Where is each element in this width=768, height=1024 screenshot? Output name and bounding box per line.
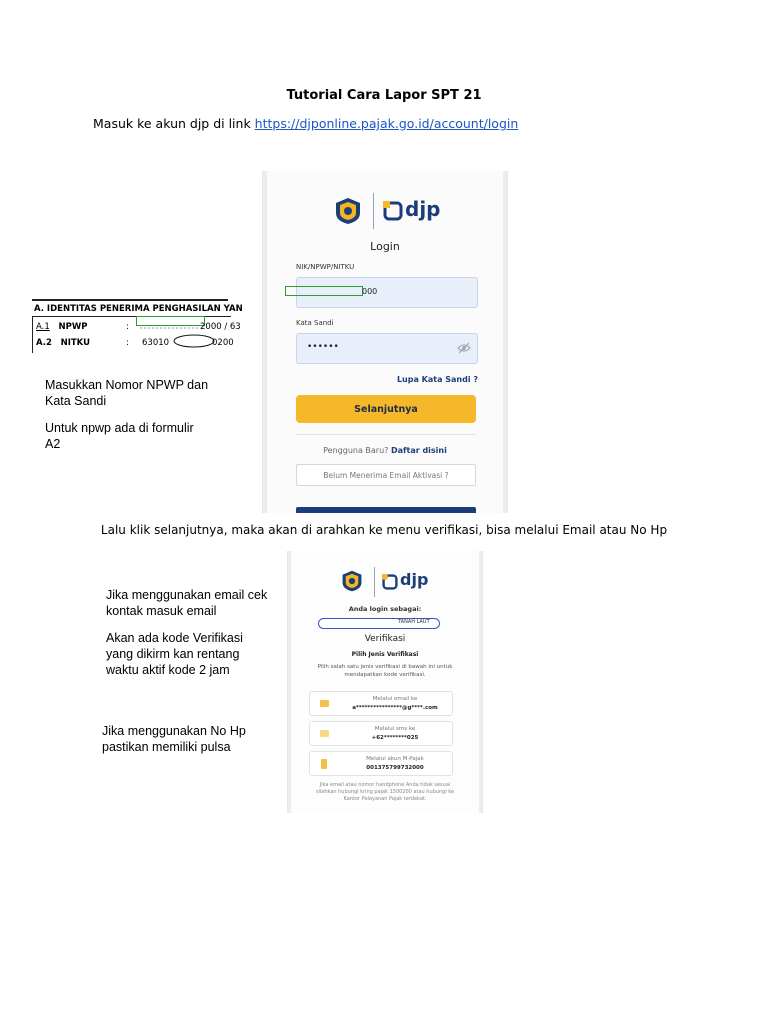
- id-redaction-box: [285, 286, 365, 298]
- option-label: Melalui akun M-Pajak: [366, 756, 424, 762]
- verification-description: Pilih salah satu jenis verifikasi di bawah ini untuk mendapatkan kode verifikasi.: [317, 664, 453, 678]
- activation-email-button[interactable]: Belum Menerima Email Aktivasi ?: [296, 464, 476, 486]
- id-field[interactable]: [296, 277, 478, 308]
- login-title: Login: [370, 240, 400, 253]
- note-line: Untuk npwp ada di formulir: [45, 421, 194, 435]
- form-row-nitku: [36, 338, 90, 348]
- row-colon: :: [126, 338, 129, 348]
- forgot-password-link[interactable]: Lupa Kata Sandi ?: [396, 375, 478, 384]
- mobile-icon: [321, 759, 327, 769]
- form-heading: A. IDENTITAS PENERIMA PENGHASILAN YAN: [34, 304, 243, 314]
- verify-via-mpajak-option[interactable]: [309, 751, 453, 776]
- hide-password-icon[interactable]: [457, 342, 471, 354]
- logo-divider: [373, 193, 374, 229]
- npwp-value: 2000 / 63: [200, 322, 241, 332]
- note-line: Akan ada kode Verifikasi: [106, 631, 243, 645]
- verification-footer-note: Jika email atau nomor handphone Anda tidak sesuai silahkan hubungi kring pajak 1500200 atau hubungi ke Kantor Pelayanan Pajak terdekat.: [315, 782, 455, 802]
- password-field[interactable]: [296, 333, 478, 364]
- password-value: ••••••: [307, 342, 339, 352]
- note-form-a2: [45, 420, 194, 452]
- row-label: NPWP: [58, 322, 88, 332]
- account-name-suffix: TANAH LAUT: [398, 619, 430, 625]
- bottom-button-edge: [296, 507, 476, 513]
- djp-brand-text: djp: [405, 197, 441, 221]
- step2-text: Lalu klik selanjutnya, maka akan di arahkan ke menu verifikasi, bisa melalui Email atau No Hp: [100, 523, 668, 537]
- document-title: Tutorial Cara Lapor SPT 21: [286, 88, 482, 103]
- note-line: pastikan memiliki pulsa: [102, 740, 231, 754]
- register-link[interactable]: Daftar disini: [390, 446, 447, 455]
- note-email: [106, 587, 267, 619]
- note-npwp: [45, 377, 208, 409]
- option-label: Melalui email ke: [372, 696, 418, 702]
- note-line: Jika menggunakan No Hp: [102, 724, 246, 738]
- verification-screenshot: [287, 551, 483, 813]
- id-field-label: NIK/NPWP/NITKU: [296, 263, 355, 271]
- note-line: A2: [45, 437, 61, 451]
- djp-mark-icon: [382, 574, 398, 590]
- row-label: NITKU: [60, 338, 91, 348]
- id-field-value: 000: [362, 287, 378, 296]
- sms-icon: [320, 730, 329, 737]
- verify-via-email-option[interactable]: [309, 691, 453, 716]
- new-user-text: Pengguna Baru?: [323, 446, 389, 455]
- row-colon: :: [126, 322, 129, 332]
- row-code: A.1: [36, 322, 50, 332]
- nitku-redaction-ellipse: [172, 334, 216, 350]
- verification-title: Verifikasi: [364, 634, 406, 644]
- divider: [296, 434, 476, 435]
- password-field-label: Kata Sandi: [296, 319, 334, 327]
- note-phone: [102, 723, 246, 755]
- form-a-snippet: [32, 296, 243, 354]
- note-line: kontak masuk email: [106, 604, 217, 618]
- intro-line: [93, 116, 518, 131]
- djp-mark-icon: [383, 201, 403, 221]
- note-line: yang dikirm kan rentang: [106, 647, 240, 661]
- kemenkeu-emblem-icon: [333, 197, 363, 225]
- new-user-row: [263, 446, 507, 455]
- form-row-npwp: [36, 322, 87, 332]
- logged-in-label: Anda login sebagai:: [348, 605, 422, 613]
- djp-login-link[interactable]: https://djponline.pajak.go.id/account/login: [254, 116, 519, 131]
- login-screenshot: [262, 171, 508, 513]
- verification-subtitle: Pilih Jenis Verifikasi: [351, 651, 419, 658]
- note-line: Kata Sandi: [45, 394, 107, 408]
- verify-via-sms-option[interactable]: [309, 721, 453, 746]
- kemenkeu-emblem-icon: [340, 570, 364, 592]
- option-value: a****************@g****.com: [352, 705, 438, 711]
- option-value: +62********025: [371, 735, 419, 741]
- djp-logo: [340, 567, 440, 597]
- nitku-value-end: 0200: [212, 338, 234, 348]
- note-line: Masukkan Nomor NPWP dan: [45, 378, 209, 392]
- logo-divider: [374, 567, 375, 597]
- option-label: Melalui sms ke: [374, 726, 416, 732]
- next-button[interactable]: Selanjutnya: [296, 395, 476, 423]
- djp-logo: [333, 193, 453, 229]
- note-verification-code: [106, 630, 243, 678]
- djp-brand-text: djp: [400, 570, 429, 589]
- nitku-value-start: 63010: [142, 338, 170, 348]
- intro-text: Masuk ke akun djp di link: [93, 116, 255, 131]
- note-line: Jika menggunakan email cek: [106, 588, 268, 602]
- email-icon: [320, 700, 329, 707]
- option-value: 001375799732000: [366, 765, 424, 771]
- note-line: waktu aktif kode 2 jam: [106, 663, 230, 677]
- divider: [32, 299, 228, 301]
- row-code: A.2: [36, 338, 52, 348]
